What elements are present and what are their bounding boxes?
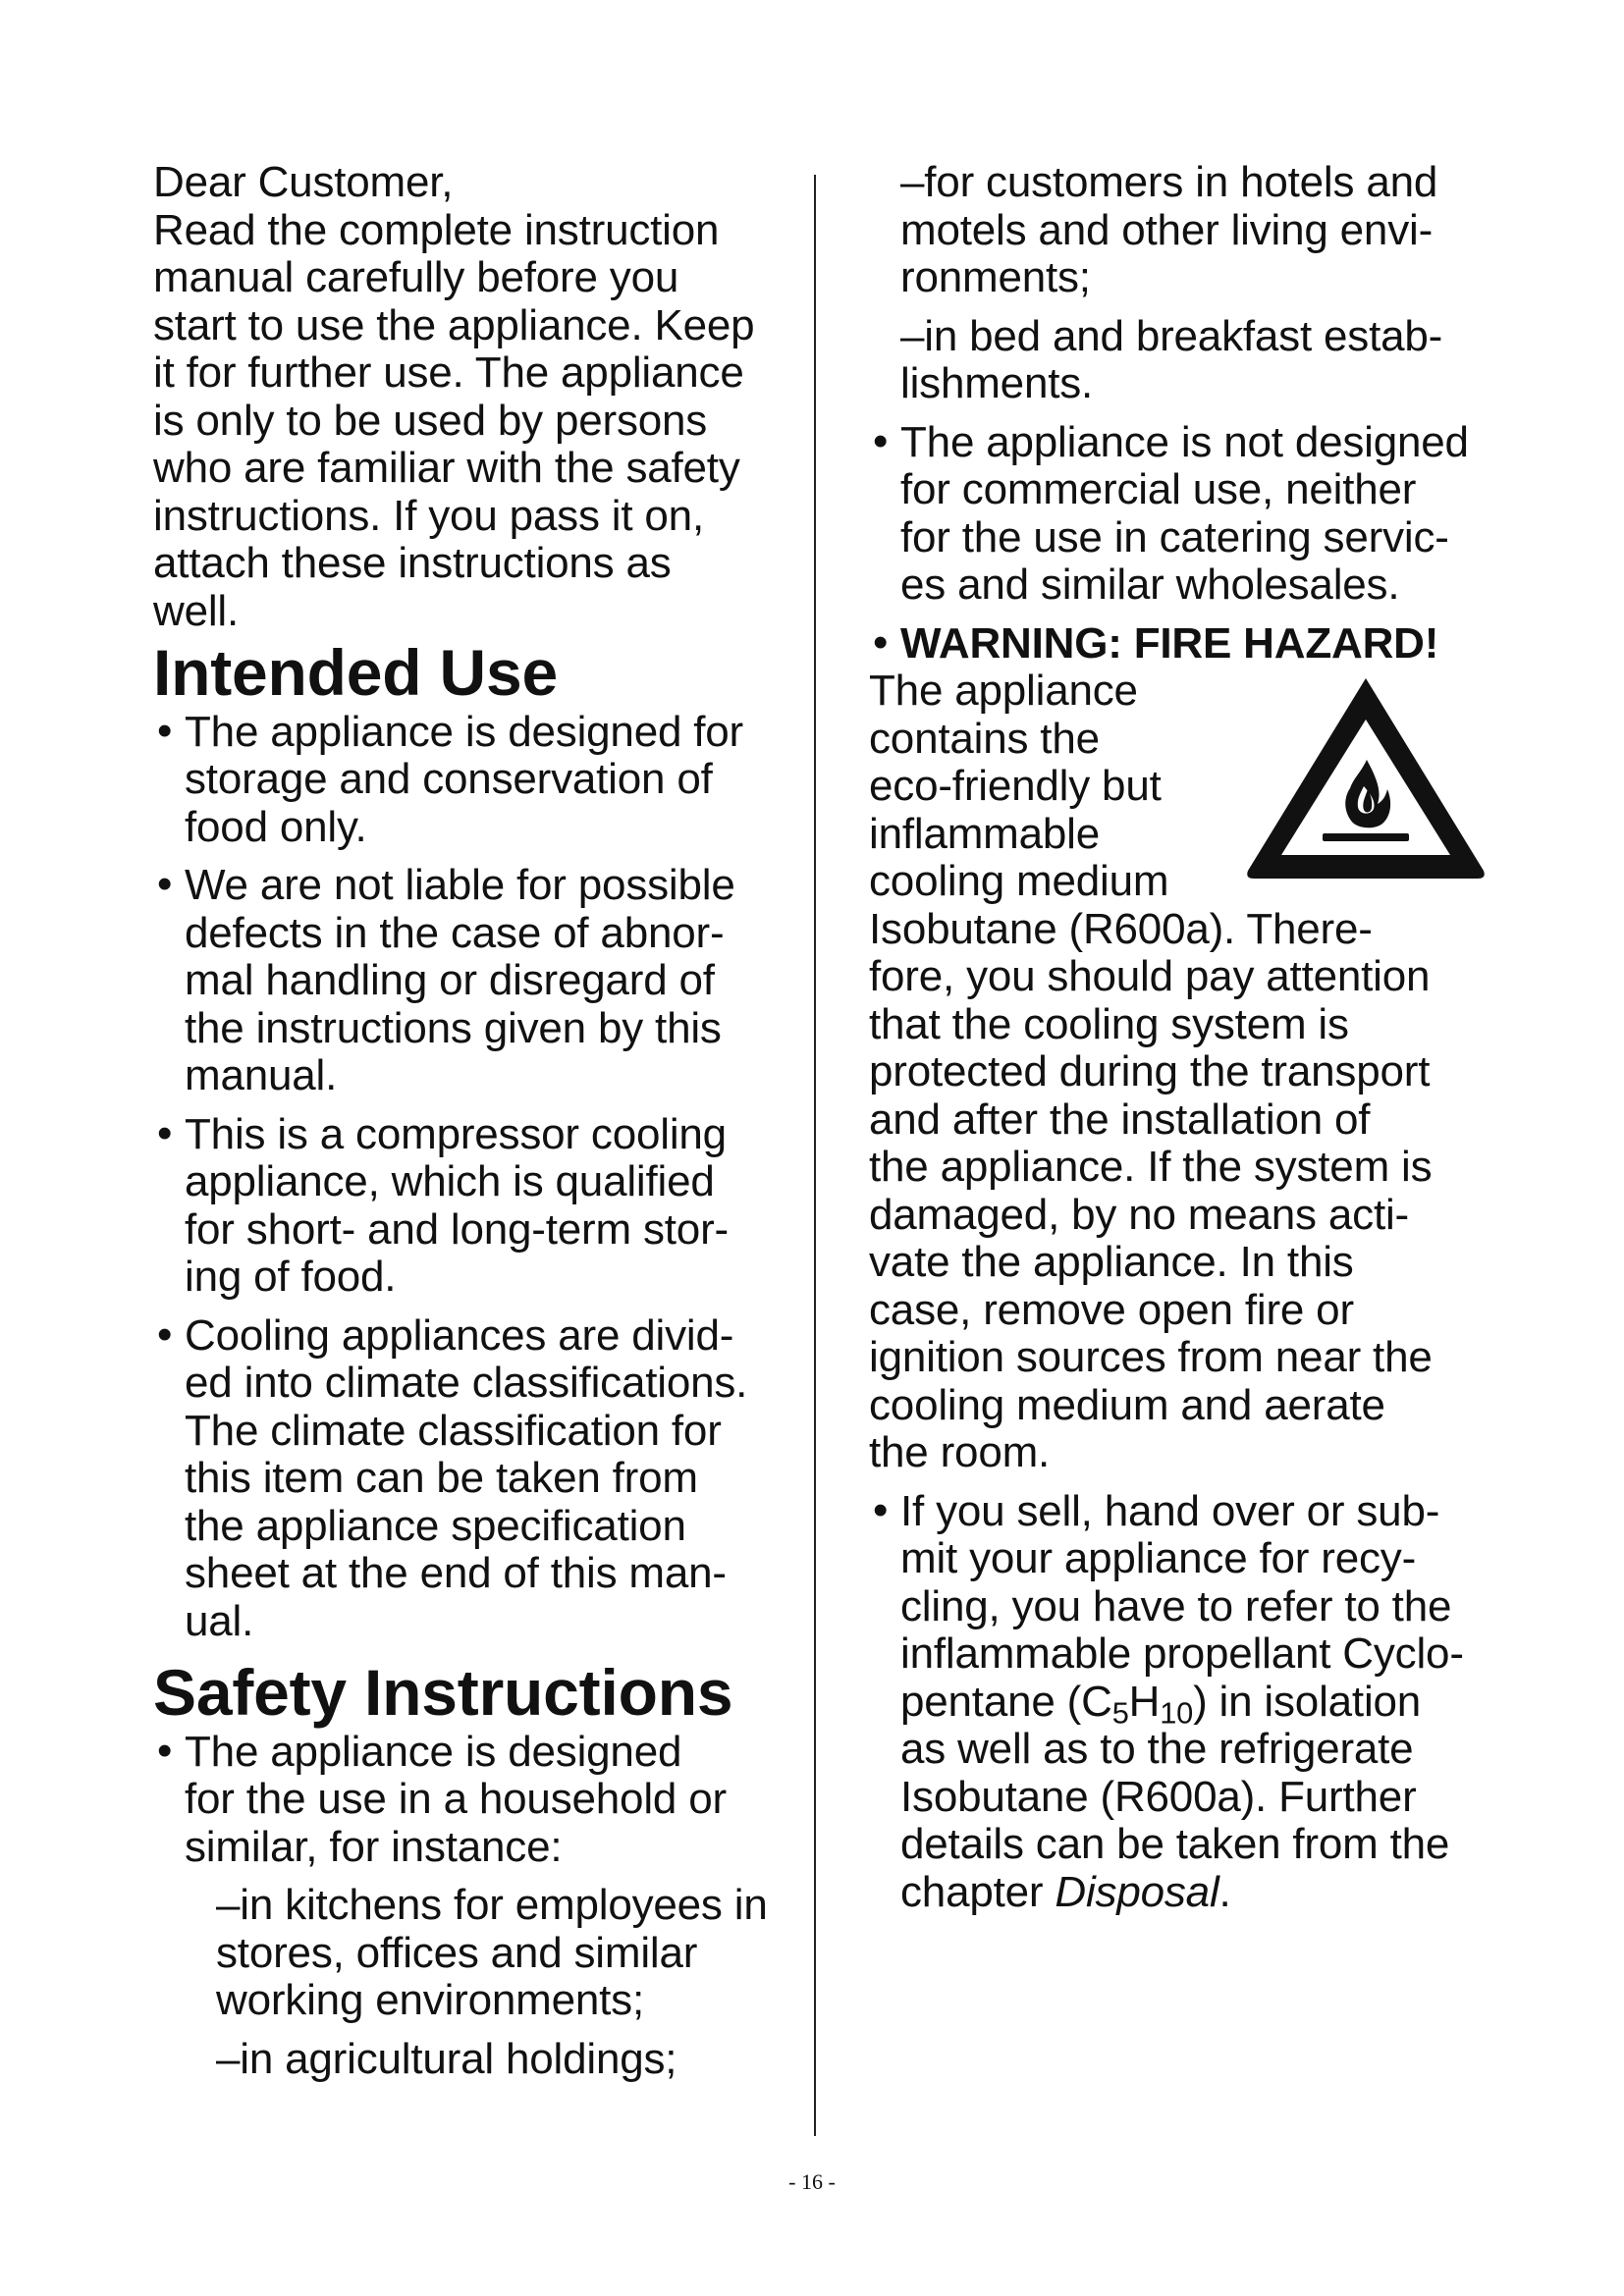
carbon-subscript: 5 bbox=[1111, 1695, 1129, 1731]
bullet-line: the appliance specification bbox=[185, 1501, 686, 1550]
right-column bbox=[869, 159, 1488, 1927]
bullet-line: defects in the case of abnor- bbox=[185, 908, 725, 957]
bullet-line: manual. bbox=[185, 1051, 338, 1099]
bullet-line: similar, for instance: bbox=[185, 1822, 563, 1871]
bullet-line: mit your appliance for recy- bbox=[900, 1534, 1417, 1582]
chapter-label: chapter bbox=[900, 1867, 1056, 1916]
bullet-line: We are not liable for possible bbox=[185, 861, 735, 909]
flammable-warning-icon bbox=[1242, 670, 1489, 886]
intended-use-bullet-climate bbox=[153, 1309, 801, 1646]
sub-item-line: stores, offices and similar bbox=[216, 1928, 698, 1977]
disposal-chapter-title: Disposal bbox=[1055, 1867, 1219, 1916]
commercial-use-bullet bbox=[869, 416, 1488, 610]
hydrogen-subscript: 10 bbox=[1160, 1695, 1194, 1731]
column-divider bbox=[814, 175, 816, 2136]
fire-hazard-title-row bbox=[869, 617, 1488, 668]
intro-line: is only to be used by persons bbox=[153, 396, 708, 445]
sub-item-line: –in bed and breakfast estab- bbox=[900, 311, 1443, 360]
fire-hazard-warning bbox=[869, 617, 1488, 1477]
warning-line: damaged, by no means acti- bbox=[869, 1190, 1409, 1239]
bullet-icon: • bbox=[873, 416, 889, 465]
bullet-line: The appliance is designed for bbox=[185, 707, 744, 756]
bullet-line: for the use in a household or bbox=[185, 1775, 727, 1823]
intro-line: Read the complete instruction bbox=[153, 205, 720, 254]
bullet-line: This is a compressor cooling bbox=[185, 1109, 727, 1158]
warning-line: protected during the transport bbox=[869, 1047, 1431, 1095]
safety-sub-item-agricultural bbox=[153, 2036, 801, 2084]
hydrogen-symbol: H bbox=[1128, 1677, 1161, 1726]
safety-instructions-heading: Safety Instructions bbox=[153, 1656, 733, 1729]
intro-line: attach these instructions as bbox=[153, 539, 672, 587]
intended-use-bullet-storage bbox=[153, 706, 801, 852]
bullet-line: Isobutane (R600a). Further bbox=[900, 1772, 1417, 1821]
sub-item-line: –in agricultural holdings; bbox=[216, 2034, 677, 2083]
intro-line: who are familiar with the safety bbox=[153, 444, 740, 492]
formula-suffix: ) in isolation bbox=[1193, 1677, 1422, 1726]
formula-prefix: pentane (C bbox=[900, 1677, 1112, 1726]
bullet-line: Cooling appliances are divid- bbox=[185, 1310, 734, 1360]
bullet-icon: • bbox=[157, 1108, 173, 1157]
intro-paragraph bbox=[153, 159, 801, 635]
warning-line: the appliance. If the system is bbox=[869, 1143, 1433, 1191]
bullet-line: the instructions given by this bbox=[185, 1003, 722, 1052]
warning-line: vate the appliance. In this bbox=[869, 1238, 1354, 1286]
warning-line: the room. bbox=[869, 1428, 1051, 1476]
sub-item-line: –for customers in hotels and bbox=[900, 158, 1438, 206]
bullet-line: for short- and long-term stor- bbox=[185, 1204, 729, 1254]
bullet-line: cling, you have to refer to the bbox=[900, 1581, 1452, 1630]
sub-item-line: –in kitchens for employees in bbox=[216, 1881, 768, 1929]
bullet-icon: • bbox=[157, 706, 173, 755]
bullet-line: this item can be taken from bbox=[185, 1454, 698, 1502]
left-column bbox=[153, 159, 801, 2083]
intro-line: instructions. If you pass it on, bbox=[153, 491, 704, 540]
bullet-line: es and similar wholesales. bbox=[900, 561, 1400, 609]
bullet-line: for the use in catering servic- bbox=[900, 512, 1449, 561]
bullet-line: ed into climate classifications. bbox=[185, 1359, 748, 1407]
bullet-line: ual. bbox=[185, 1596, 254, 1645]
warning-line: ignition sources from near the bbox=[869, 1333, 1433, 1381]
intro-line: it for further use. The appliance bbox=[153, 348, 744, 397]
page-number: - 16 - bbox=[788, 2169, 836, 2194]
intended-use-bullet-liability bbox=[153, 862, 801, 1100]
sub-item-line: lishments. bbox=[900, 359, 1094, 407]
bullet-line: details can be taken from the bbox=[900, 1820, 1450, 1868]
warning-line: cooling medium and aerate bbox=[869, 1380, 1385, 1429]
safety-bullet-household bbox=[153, 1726, 801, 1872]
bullet-line: appliance, which is qualified bbox=[185, 1157, 715, 1205]
bullet-icon: • bbox=[873, 1485, 889, 1534]
cyclopentane-formula-line bbox=[900, 1677, 1488, 1731]
warning-line: inflammable bbox=[869, 809, 1101, 858]
warning-line: that the cooling system is bbox=[869, 999, 1349, 1048]
bullet-line: inflammable propellant Cyclo- bbox=[900, 1629, 1464, 1678]
sub-item-line: ronments; bbox=[900, 253, 1091, 301]
intro-line: manual carefully before you bbox=[153, 253, 679, 301]
bullet-line: as well as to the refrigerate bbox=[900, 1725, 1414, 1773]
safety-sub-item-bed-breakfast bbox=[869, 313, 1488, 408]
fire-hazard-title: WARNING: FIRE HAZARD! bbox=[900, 618, 1439, 667]
warning-line: eco-friendly but bbox=[869, 762, 1162, 810]
disposal-reference-line bbox=[900, 1869, 1488, 1917]
intended-use-heading: Intended Use bbox=[153, 636, 559, 709]
warning-line: and after the installation of bbox=[869, 1095, 1371, 1144]
sub-item-line: motels and other living envi- bbox=[900, 205, 1434, 254]
bullet-line: mal handling or disregard of bbox=[185, 956, 715, 1004]
warning-line: case, remove open fire or bbox=[869, 1285, 1354, 1334]
bullet-line: sheet at the end of this man- bbox=[185, 1549, 727, 1597]
bullet-line: for commercial use, neither bbox=[900, 465, 1417, 513]
safety-sub-item-kitchens bbox=[153, 1882, 801, 2025]
safety-sub-item-hotels bbox=[869, 159, 1488, 302]
bullet-line: The appliance is not designed bbox=[900, 417, 1469, 466]
warning-line: Isobutane (R600a). There- bbox=[869, 904, 1373, 953]
warning-line: contains the bbox=[869, 714, 1100, 763]
warning-line: cooling medium bbox=[869, 857, 1169, 905]
warning-line: The appliance bbox=[869, 667, 1138, 715]
sentence-period: . bbox=[1218, 1867, 1231, 1916]
warning-line: fore, you should pay attention bbox=[869, 952, 1431, 1000]
bullet-line: food only. bbox=[185, 802, 367, 851]
bullet-icon: • bbox=[873, 617, 889, 667]
intro-line: Dear Customer, bbox=[153, 158, 454, 206]
intended-use-bullet-compressor bbox=[153, 1108, 801, 1302]
bullet-icon: • bbox=[157, 1309, 173, 1359]
intro-line: start to use the appliance. Keep bbox=[153, 300, 755, 349]
sub-item-line: working environments; bbox=[216, 1976, 644, 2024]
bullet-line: The climate classification for bbox=[185, 1406, 722, 1455]
bullet-line: ing of food. bbox=[185, 1253, 397, 1301]
recycling-bullet bbox=[869, 1485, 1488, 1917]
bullet-icon: • bbox=[157, 1726, 173, 1775]
bullet-line: The appliance is designed bbox=[185, 1727, 682, 1776]
bullet-line: storage and conservation of bbox=[185, 755, 713, 803]
bullet-line: If you sell, hand over or sub- bbox=[900, 1486, 1440, 1535]
intro-line: well. bbox=[153, 586, 240, 635]
bullet-icon: • bbox=[157, 860, 173, 908]
